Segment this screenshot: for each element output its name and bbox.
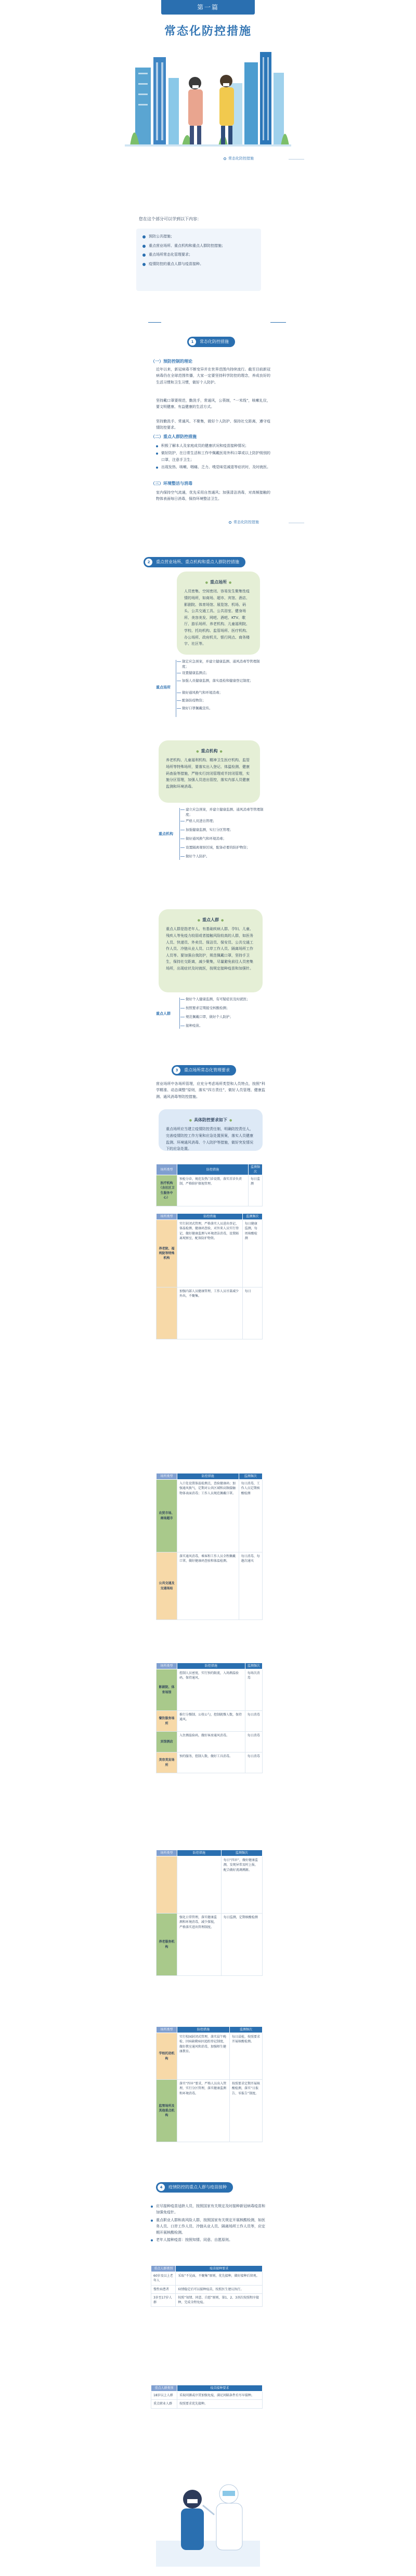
list-item: 做好个人防护。 — [186, 854, 264, 859]
table-cell: 医疗机构（含社区卫生服务中心） — [157, 1175, 177, 1206]
objectives-intro: 您在这个部分可以学到以下内容： — [139, 217, 201, 221]
circle-icon — [224, 157, 226, 160]
table-cell: 每日消毒 — [245, 1711, 262, 1732]
paragraph: 近年以来，新冠病毒不断变异并在世界范围内持续流行。截至目前新冠病毒仍在全球范围传播，大家一定要坚持科学防控的理念，养成良好的生活习惯和卫生习惯，做好个人防护。 — [156, 367, 270, 384]
table-row — [157, 2033, 263, 2080]
table-row — [157, 1732, 263, 1752]
table-cell: 慢性病患者 — [151, 2285, 176, 2293]
column-header: 监测频次 — [245, 1663, 262, 1669]
column-header: 监测频次 — [239, 1473, 262, 1480]
table-cell: 农贸市场、商场超市 — [157, 1480, 177, 1552]
vaccine-table — [151, 2265, 263, 2307]
list-item: 接种疫苗。 — [186, 1023, 264, 1028]
table-cell: 按照要求优先接种。 — [177, 2400, 262, 2408]
list-item: 按照要求定期接受核酸检测； — [186, 1005, 264, 1011]
bracket — [179, 808, 180, 860]
section-number: 4 — [158, 2184, 165, 2191]
table-cell: 养老服务机构 — [157, 1914, 177, 1976]
list-item: 做好防护，在日常生活和工作中佩戴医用外科口罩或以上防护级别的口罩，注意手卫生； — [156, 450, 270, 463]
table-cell: 落实通风消毒，乘客和工作人员全程佩戴口罩，做好健康码查验和体温检测。 — [177, 1552, 239, 1620]
table-cell: 采取“不见面，不聚集”原则，优先接种，做好接种后留观。 — [176, 2272, 263, 2286]
key-institutions-box — [159, 740, 260, 803]
table-row — [157, 2080, 263, 2142]
medical-worker-illustration — [156, 2463, 260, 2567]
column-header: 监测频次 — [229, 2027, 262, 2033]
divider — [289, 159, 304, 160]
section-title: 常态化防控措施 — [200, 339, 229, 344]
section-3-heading — [172, 1065, 236, 1075]
vaccine-table — [151, 2385, 263, 2409]
table-cell: 采取同源或序贯加强免疫，满足间隔条件后尽早接种。 — [177, 2392, 262, 2400]
table-cell: 美容美发场所 — [157, 1752, 177, 1773]
list-item: 做好个人健康监测，有可疑症状及时就医； — [186, 997, 264, 1002]
box-text: 养老机构、儿童福利机构、精神卫生医疗机构、监管场所等特殊场所，要落实出入登记、体温检测、健康码查验等措施，严格实行封闭管理或半封闭管理，实施分区管理，加强人员进出管控，落实内部人员健康监测和环境消毒。 — [166, 758, 250, 789]
list-item: 做好通风换气和环境消毒； — [182, 690, 260, 695]
table-row — [151, 2400, 263, 2408]
list-item: 加强健康监测，实行分区管理； — [186, 827, 264, 832]
bracket-label: 重点机构 — [159, 832, 173, 836]
table-row — [157, 1711, 263, 1732]
column-header: 监测频次 — [242, 1214, 262, 1220]
column-header: 防控措施 — [177, 2027, 230, 2033]
measures-table — [156, 1663, 263, 1773]
bullet-icon — [142, 235, 146, 238]
table-cell — [157, 1287, 177, 1339]
table-cell: 加强内部人员健康管理，工作人员尽量减少外出，不聚集。 — [177, 1287, 243, 1339]
divider — [270, 322, 286, 323]
table-cell: 病情稳定后可以接种疫苗，按照医生建议执行。 — [176, 2285, 263, 2293]
table-cell — [157, 1856, 177, 1914]
key-places-box — [177, 572, 260, 655]
objective-text: 重点场所常态化管理要求； — [149, 253, 192, 257]
column-header: 重点人群类别 — [151, 2266, 176, 2272]
column-header: 防控措施 — [177, 1164, 249, 1175]
list-item: 老年人接种疫苗：按照知情、同意、自愿原则。 — [151, 2237, 268, 2243]
table-cell: 3岁至17岁人群 — [151, 2293, 176, 2307]
table-row — [151, 2392, 263, 2400]
list-item: 应尽接种疫苗适龄人员，按照国家有关规定及时接种新冠病毒疫苗和加强免疫针。 — [151, 2203, 268, 2216]
page-title: 常态化防控措施 — [164, 25, 252, 38]
circle-icon — [229, 521, 231, 524]
list-item: 制定应急预案，并建立健康监测、通风消毒等管理制度； — [182, 659, 260, 669]
column-header: 场所类型 — [157, 1164, 177, 1175]
table-cell: 监管场所及其他重点机构 — [157, 2080, 177, 2142]
bullet-icon — [142, 263, 146, 266]
table-row — [157, 1220, 263, 1287]
paragraph: 坚持勤洗手、常通风、不聚集，做好个人防护、保持社交距离，遵守疫情防控要求。 — [156, 419, 270, 430]
table-row — [157, 1175, 263, 1206]
list-item: 配备防疫物资； — [182, 698, 260, 703]
section-2-heading — [144, 557, 245, 567]
list-item: 规范佩戴口罩，做好个人防护； — [186, 1014, 264, 1019]
table-cell: 推行分餐制、公筷公勺，控制就餐人数，保持通风。 — [177, 1711, 245, 1732]
table-cell — [177, 1856, 222, 1914]
table-cell: 60岁及以上老年人 — [151, 2272, 176, 2286]
table-row — [157, 1752, 263, 1773]
list-item: 做好通风换气和环境消毒； — [186, 836, 264, 841]
table-cell: 每日消毒 — [245, 1732, 262, 1752]
column-header: 防控措施 — [177, 1214, 243, 1220]
bracket — [179, 998, 180, 1029]
measures-table — [156, 1213, 263, 1339]
table-row — [157, 1552, 263, 1620]
column-header: 疫苗接种要求 — [177, 2385, 262, 2392]
list-item: 做好口罩佩戴宣传。 — [182, 706, 260, 711]
table-row — [157, 1287, 263, 1339]
breadcrumb — [229, 520, 259, 525]
column-header: 场所类型 — [157, 2027, 177, 2033]
subheading: （三）环境整洁与消毒 — [151, 481, 192, 486]
column-header: 场所类型 — [157, 1473, 177, 1480]
table-cell: 实行校园封闭式管理，落实晨午晚检、因病缺勤病因追踪登记制度，做好教室通风和消毒，加强师生健康教育。 — [177, 2033, 230, 2080]
table-cell: 每日消毒，每趟次通风 — [239, 1552, 262, 1620]
list-item: 设置隔离观察区域，配备必要的防护物资； — [186, 845, 264, 850]
column-header: 疫苗接种要求 — [176, 2266, 263, 2272]
table-cell: 每日消毒 — [245, 1752, 262, 1773]
section-1-heading — [187, 337, 235, 347]
objectives-box — [136, 229, 261, 291]
table-row — [157, 1914, 263, 1976]
table-cell: 学校托幼机构 — [157, 2033, 177, 2080]
measures-table — [156, 2026, 263, 2142]
objective-item — [142, 261, 255, 267]
table-cell: 预约服务，控制人数，做好工具消毒。 — [177, 1752, 245, 1773]
section-number: 1 — [189, 338, 196, 346]
table-cell: 强化日常管理，落实健康监测和环境消毒，减少探视，严格落实进出管理制度。 — [177, 1914, 222, 1976]
column-header: 监测频次 — [248, 1164, 262, 1175]
box-text: 重点人群是指老年人、有基础疾病人群、孕妇、儿童、残疾人等免疫力较弱或者接触风险较高的人群，如医务人员、快递员、外卖员、保洁员、保安员、公共交通工作人员、冷链从业人员、口岸工作人员、隔离场所工作人员等。要加强自我防护，规范佩戴口罩，坚持手卫生，保持社交距离，减少聚集，尽量避免前往人员密集场所，出现症状及时就医，按规定接种疫苗和加强针。 — [166, 927, 253, 971]
bracket-label: 重点人群 — [156, 1012, 171, 1016]
bullet-icon — [142, 254, 146, 257]
list-item: 设置健康监测点； — [182, 670, 260, 675]
bracket-label: 重点场所 — [156, 685, 171, 689]
box-title: ● 重点人群 ● — [166, 917, 255, 924]
table-cell: 每日监测，定期核酸检测 — [221, 1914, 262, 1976]
column-header: 场所类型 — [157, 1850, 177, 1856]
hero-banner — [114, 0, 302, 156]
list-item: 出现发热、咳嗽、咽痛、乏力、嗅觉味觉减退等症状时，及时就医。 — [156, 464, 270, 470]
table-row — [151, 2293, 263, 2307]
subheading: （二）重点人群防控措施 — [151, 434, 197, 439]
table-row — [151, 2285, 263, 2293]
table-cell: 落实“四早”要求，严格人员出入管理，实行分区管理，落实健康监测和环境消毒。 — [177, 2080, 230, 2142]
objective-text: 预防公共措施； — [149, 234, 174, 238]
table-cell: 公共交通及交通场站 — [157, 1552, 177, 1620]
bullet-list — [156, 443, 270, 471]
city-illustration — [125, 47, 291, 156]
list-item: 建立应急预案，并建立健康监测、通风消毒等管理制度； — [186, 807, 264, 817]
section-title: 重点场所常态化管理要求 — [184, 1068, 230, 1072]
table-cell: 每日晨检，按照要求开展核酸检测。 — [229, 2033, 262, 2080]
paragraph: 室内保持空气流通，优先采用自然通风；加强清洁消毒，对高频接触的物体表面每日消毒，保持环境整洁卫生。 — [156, 490, 270, 501]
section-title: 疫情防控的重点人群与疫苗接种 — [168, 2185, 227, 2189]
box-title: ● 重点场所 ● — [184, 579, 253, 586]
objective-text: 疫情防控的重点人群与疫苗接种。 — [149, 261, 203, 266]
breadcrumb-label: 常态化防控措施 — [228, 156, 254, 161]
table-cell: 18岁以上人群 — [151, 2392, 177, 2400]
table-cell: 餐饮服务场所 — [157, 1711, 177, 1732]
objective-text: 重点营业场所、重点机构和重点人群防控措施； — [149, 243, 225, 248]
table-cell: 重点职业人群 — [151, 2400, 177, 2408]
box-title: ● 重点机构 ● — [166, 748, 253, 755]
measures-table — [156, 1850, 263, 1976]
key-groups-box — [159, 909, 263, 992]
list-item: 严格人员进出管理； — [186, 818, 264, 824]
table-row — [157, 1856, 263, 1914]
list-item: 加强人员健康监测，落实晨检和健康登记制度； — [182, 678, 260, 683]
box-title: ● 具体防控要求如下 ● — [166, 1117, 255, 1124]
box-text: 重点场所应当建立疫情防控责任制，明确防控责任人，完善疫情防控工作方案和应急处置预案，落实人员健康监测、环境通风消毒、个人防护等措施，做好突发情况下的应急处置。 — [166, 1127, 253, 1151]
table-cell: 宾馆酒店 — [157, 1732, 177, 1752]
column-header: 防控措施 — [177, 1850, 222, 1856]
measures-table — [156, 1473, 263, 1620]
table-cell: 实行封闭式管理，严格落实人员进出登记、体温检测、健康码查验，对外来人员实行登记，做好健康监测与环境清洁消毒，设置隔离观察室，配备防护物资。 — [177, 1220, 243, 1287]
breadcrumb — [224, 156, 254, 162]
column-header: 重点人群类别 — [151, 2385, 177, 2392]
measures-table — [156, 1164, 263, 1206]
paragraph: 坚持戴口罩要规范，勤洗手，常通风，公筷制，“一米线”，咳嗽礼仪，要文明健康、有益健康的生活方式。 — [156, 399, 270, 409]
breadcrumb-label: 常态化防控措施 — [233, 520, 259, 524]
objective-item — [142, 243, 255, 249]
chapter-badge: 第一篇 — [161, 0, 255, 15]
table-cell: 控制人员密度，实行预约限流，入场测温验码，保持通风。 — [177, 1669, 245, 1711]
section-number: 2 — [145, 559, 152, 566]
table-cell: 每日监测 — [248, 1175, 262, 1206]
column-header: 场所类型 — [157, 1663, 177, 1669]
table-cell: 入口处设置体温检测点，查验健康码；加强通风换气，定期对公共区域和高频接触物体表面消毒；工作人员规范佩戴口罩。 — [177, 1480, 239, 1552]
subheading: （一）预防控制的理论 — [151, 359, 192, 364]
paragraph: 营业场所中各场所管理，应充分考虑场所类型和人员特点，按照“科学精准、动态调整”原则，落实“四方责任”，做好人员管理、健康监测、通风消毒等防控措施。 — [156, 1082, 265, 1099]
table-cell: 预检分诊，规范发热门诊设置，落实首诊负责制，严格陪护探视管理。 — [177, 1175, 249, 1206]
table-cell: 每日健康监测，每周核酸检测 — [242, 1220, 262, 1287]
table-cell: 每日 — [242, 1287, 262, 1339]
table-row — [157, 1669, 263, 1711]
objective-item — [142, 234, 255, 240]
box-text: 人员密集、空间密闭、容易发生聚集性疫情的场所，如商场、超市、宾馆、酒店、影剧院、体育场馆、展览馆、机场、码头、公共交通工具、公共浴室、健身场所、美容美发、网吧、酒吧、KTV、歌厅、游乐场所、养老机构、儿童福利院、学校、托幼机构、监管场所、医疗机构、办公场所、政府机关、银行网点、商务楼宇、社区等。 — [184, 589, 250, 646]
section-title: 重点营业场所、重点机构和重点人群防控措施 — [156, 560, 239, 564]
table-cell: 每日“四早”，做好健康监测，发现异常及时上报，配合做好流调溯源。 — [221, 1856, 262, 1914]
column-header: 防控措施 — [177, 1473, 239, 1480]
objective-item — [142, 252, 255, 258]
column-header: 防控措施 — [177, 1663, 245, 1669]
section-number: 3 — [173, 1067, 180, 1074]
bullet-icon — [142, 245, 146, 248]
list-item: 重点职业人群和高风险人群，按照国家有关规定开展核酸检测，如医务人员、口岸工作人员、冷链从业人员、隔离场所工作人员等，应定期开展核酸检测。 — [151, 2217, 268, 2236]
table-cell: 每日消毒，工作人员定期核酸检测 — [239, 1480, 262, 1552]
column-header: 监测频次 — [221, 1850, 262, 1856]
divider — [148, 322, 161, 323]
table-row — [157, 1480, 263, 1552]
list-item: 积极了解本人及家庭成员的健康状况和疫苗接种情况； — [156, 443, 270, 449]
requirements-box — [159, 1109, 263, 1151]
section-4-heading — [156, 2182, 233, 2193]
table-cell: 入住测温验码，做好客房通风消毒。 — [177, 1732, 245, 1752]
table-cell: 养老院、福利院等特殊机构 — [157, 1220, 177, 1287]
table-cell: 按照要求定期开展核酸检测，落实“日报告、零报告”制度。 — [229, 2080, 262, 2142]
bullet-list — [151, 2203, 268, 2245]
table-row — [151, 2272, 263, 2286]
table-cell: 按照“知情、同意、自愿”原则，第1、2、3剂次按照程序接种，完成全程免疫。 — [176, 2293, 263, 2307]
column-header: 场所类型 — [157, 1214, 177, 1220]
table-cell: 每场次消毒 — [245, 1669, 262, 1711]
table-cell: 影剧院、体育场馆 — [157, 1669, 177, 1711]
